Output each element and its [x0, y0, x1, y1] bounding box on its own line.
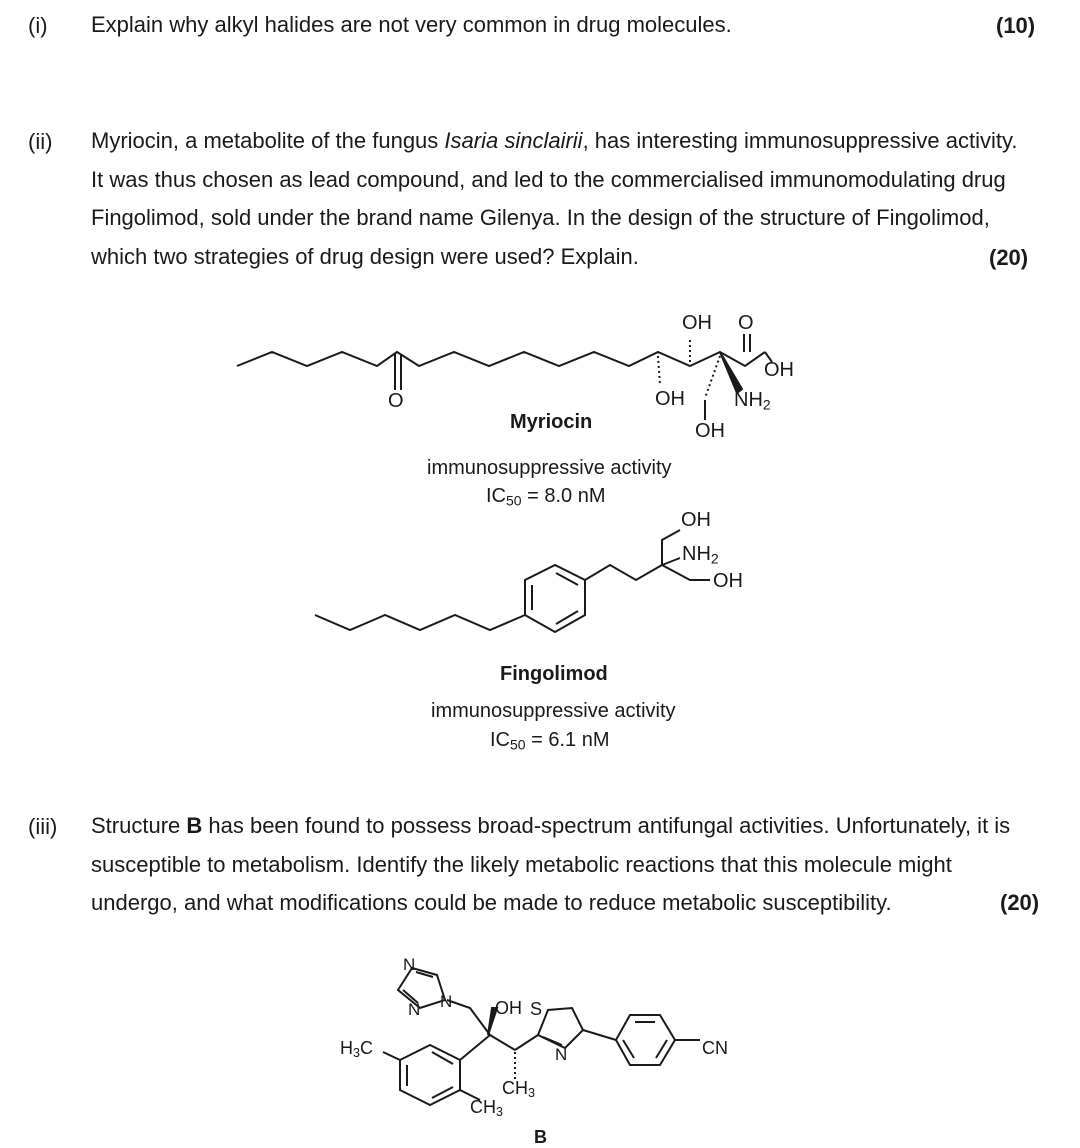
structure-b-s: S [530, 999, 543, 1019]
fingolimod-oh-top: OH [681, 509, 711, 531]
myriocin-nh2: $NH_2$ [734, 389, 771, 413]
structure-b-n-mid: N [440, 992, 453, 1011]
tolyl-to-quaternary [460, 1035, 490, 1060]
myriocin-name: Myriocin [510, 411, 593, 433]
structure-b-h3c: $H_3C$ [340, 1038, 374, 1061]
myriocin-oh-lower: OH [655, 388, 685, 410]
fingolimod-nh2: $NH_2$ [682, 543, 719, 567]
myriocin-oh-top: OH [682, 312, 712, 334]
structure-b-to-thiazole [515, 1035, 538, 1050]
structure-b-n-thiazole: N [555, 1045, 568, 1064]
tolyl-methyl-bond [383, 1052, 400, 1060]
structure-b-n-top: N [403, 955, 416, 974]
structure-b-oh: OH [495, 998, 522, 1018]
question-2-line-2: It was thus chosen as lead compound, and led to the commercialised immunomodulating drug [91, 166, 1006, 192]
myriocin-oh-acid: OH [764, 359, 794, 381]
structure-b-ref: B [186, 813, 203, 838]
thiazole-double [543, 1037, 562, 1045]
myriocin-oh-bottom: OH [695, 420, 725, 442]
question-2-line-4: which two strategies of drug design were used? Explain. [91, 243, 639, 269]
tolyl-ring [400, 1045, 460, 1105]
question-3-line-3: undergo, and what modifications could be made to reduce metabolic susceptibility. [91, 890, 892, 915]
question-3-line-1: Structure B has been found to possess broad-spectrum antifungal activities. Unfortunately, it is [91, 813, 1011, 838]
myriocin-o-acid: O [738, 312, 754, 334]
myriocin-ic50: $IC_{50} = 8.0$ nM [486, 485, 606, 509]
fingolimod-oh-right: OH [713, 570, 743, 592]
fingolimod-activity: immunosuppressive activity [431, 700, 676, 722]
question-3-line-2: susceptible to metabolism. Identify the likely metabolic reactions that this molecule might [91, 851, 952, 877]
question-2-line-3: Fingolimod, sold under the brand name Gilenya. In the design of the structure of Fingolimod, [91, 205, 990, 230]
question-1-marks: (10) [996, 13, 1036, 38]
tolyl-double-3 [432, 1087, 453, 1098]
question-2-number: (ii) [28, 129, 53, 154]
structure-b-label: B [534, 1127, 547, 1147]
fungus-name: Isaria sinclairii [444, 128, 583, 153]
fingolimod-name: Fingolimod [500, 663, 608, 685]
fingolimod-ic50: $IC_{50} = 6.1$ nM [490, 729, 610, 753]
structure-b-cn: CN [702, 1038, 728, 1058]
triazole-linker [447, 1000, 490, 1035]
thiazole-ring [538, 1008, 583, 1048]
question-1-number: (i) [28, 13, 48, 38]
structure-b-ch3-a: $CH_3$ [502, 1078, 536, 1101]
tolyl-double-2 [432, 1052, 453, 1064]
question-3-number: (iii) [28, 814, 58, 839]
thiazole-to-phenyl [583, 1030, 616, 1040]
myriocin-o-keto: O [388, 390, 404, 412]
structure-b-ch3-b: $CH_3$ [470, 1097, 504, 1120]
question-2-line-1: Myriocin, a metabolite of the fungus Isaria sinclairii, has interesting immunosuppressive activity. [91, 128, 1018, 153]
structure-b-n-left: N [408, 1000, 421, 1019]
question-3-marks: (20) [1000, 890, 1040, 915]
structure-b-main-bond [490, 1035, 515, 1050]
question-2-marks: (20) [989, 245, 1029, 270]
question-1-text: Explain why alkyl halides are not very common in drug molecules. [91, 12, 732, 37]
myriocin-activity: immunosuppressive activity [427, 457, 672, 479]
